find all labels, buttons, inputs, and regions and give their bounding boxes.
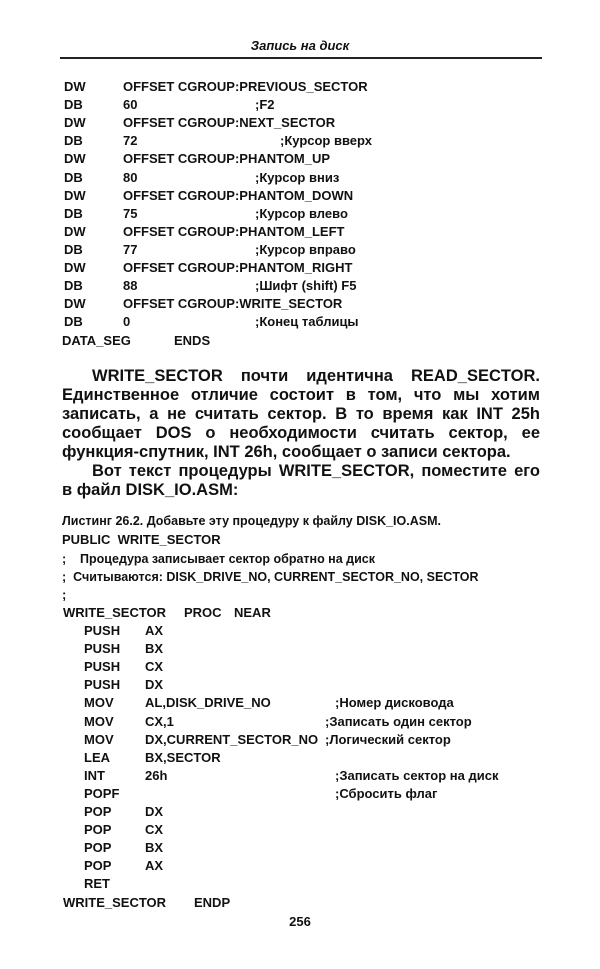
opcode: POP (84, 804, 112, 819)
operand: OFFSET CGROUP:WRITE_SECTOR (123, 296, 343, 312)
opcode: DW (64, 296, 86, 312)
operand: 0 (123, 314, 131, 330)
opcode: DB (64, 314, 83, 330)
operand: 75 (123, 205, 138, 221)
comment: ;Курсор вправо (255, 241, 356, 257)
operand: CX (145, 822, 164, 838)
comment: ;Курсор влево (255, 205, 348, 221)
operand: CX (145, 659, 164, 675)
listing-comment: ; (62, 587, 67, 602)
comment: ;Курсор вверх (280, 133, 373, 149)
opcode: DB (64, 133, 83, 149)
operand: OFFSET CGROUP:PHANTOM_RIGHT (123, 260, 353, 275)
comment: ;Конец таблицы (255, 314, 359, 330)
opcode: MOV (84, 731, 114, 747)
ends-keyword: ENDS (174, 333, 211, 348)
operand: BX (145, 840, 164, 856)
opcode: DW (64, 79, 86, 94)
opcode: PUSH (84, 659, 121, 675)
listing-public-line: PUBLIC WRITE_SECTOR (62, 532, 221, 547)
operand: AX (145, 858, 164, 874)
opcode: DW (64, 115, 86, 131)
operand: 60 (123, 97, 138, 113)
operand: 88 (123, 278, 138, 294)
listing-comment: ; Считываются: DISK_DRIVE_NO, CURRENT_SECTOR_NO, SECTOR (62, 570, 479, 584)
page-number: 256 (289, 914, 311, 929)
operand: 80 (123, 169, 138, 185)
header-rule (60, 57, 542, 59)
opcode: DB (64, 278, 83, 294)
paragraph: WRITE_SECTOR почти идентична READ_SECTOR. Единственное отличие состоит в том, что мы хотим записать, а не считать сектор. В то время как INT 25h сообщает DOS о необходимости считать сектор, ее функция-спутник, INT 26h, сообщает о записи сектора. (62, 367, 540, 461)
endp-keyword: ENDP (194, 895, 231, 910)
operand: OFFSET CGROUP:PHANTOM_DOWN (123, 187, 354, 203)
opcode: PUSH (84, 623, 121, 638)
near-keyword: NEAR (234, 605, 271, 620)
proc-name: WRITE_SECTOR (63, 895, 167, 910)
comment: ;Записать сектор на диск (335, 767, 499, 783)
running-title: Запись на диск (250, 38, 350, 53)
comment: ;Логический сектор (325, 731, 451, 747)
operand: OFFSET CGROUP:PHANTOM_LEFT (123, 223, 345, 239)
operand: CX,1 (145, 713, 174, 729)
opcode: POPF (84, 785, 120, 801)
comment: ;Записать один сектор (325, 713, 472, 729)
operand: BX (145, 641, 164, 657)
operand: DX (145, 677, 164, 693)
operand: DX,CURRENT_SECTOR_NO (145, 731, 319, 747)
opcode: DW (64, 187, 86, 203)
operand: DX (145, 804, 164, 819)
opcode: POP (84, 840, 112, 856)
opcode: DB (64, 241, 83, 257)
operand: AL,DISK_DRIVE_NO (145, 695, 271, 711)
body-text (62, 367, 540, 500)
opcode: MOV (84, 695, 114, 711)
opcode: DW (64, 260, 86, 275)
opcode: DB (64, 205, 83, 221)
opcode: DW (64, 223, 86, 239)
opcode: PUSH (84, 677, 121, 693)
operand: OFFSET CGROUP:NEXT_SECTOR (123, 115, 336, 131)
comment: ;Номер дисковода (335, 695, 454, 711)
opcode: MOV (84, 713, 114, 729)
comment: ;Сбросить флаг (335, 785, 438, 801)
operand: 77 (123, 241, 138, 257)
proc-name: WRITE_SECTOR (63, 605, 167, 620)
opcode: LEA (84, 749, 110, 765)
operand: 26h (145, 767, 168, 783)
opcode: DB (64, 169, 83, 185)
opcode: PUSH (84, 641, 121, 657)
listing-comment: ; Процедура записывает сектор обратно на диск (62, 552, 375, 566)
listing-caption: Листинг 26.2. Добавьте эту процедуру к файлу DISK_IO.ASM. (62, 514, 441, 528)
comment: ;Курсор вниз (255, 169, 340, 185)
operand: BX,SECTOR (145, 749, 221, 765)
segment-name: DATA_SEG (62, 333, 131, 348)
opcode: POP (84, 858, 112, 874)
comment: ;Шифт (shift) F5 (255, 278, 357, 294)
opcode: INT (84, 767, 105, 783)
opcode: RET (84, 876, 110, 892)
proc-keyword: PROC (184, 605, 222, 620)
operand: OFFSET CGROUP:PREVIOUS_SECTOR (123, 79, 368, 94)
opcode: DB (64, 97, 83, 113)
operand: OFFSET CGROUP:PHANTOM_UP (123, 151, 331, 167)
operand: AX (145, 623, 164, 638)
opcode: POP (84, 822, 112, 838)
paragraph: Вот текст процедуры WRITE_SECTOR, поместите его в файл DISK_IO.ASM: (62, 462, 540, 499)
opcode: DW (64, 151, 86, 167)
operand: 72 (123, 133, 138, 149)
comment: ;F2 (255, 97, 275, 113)
